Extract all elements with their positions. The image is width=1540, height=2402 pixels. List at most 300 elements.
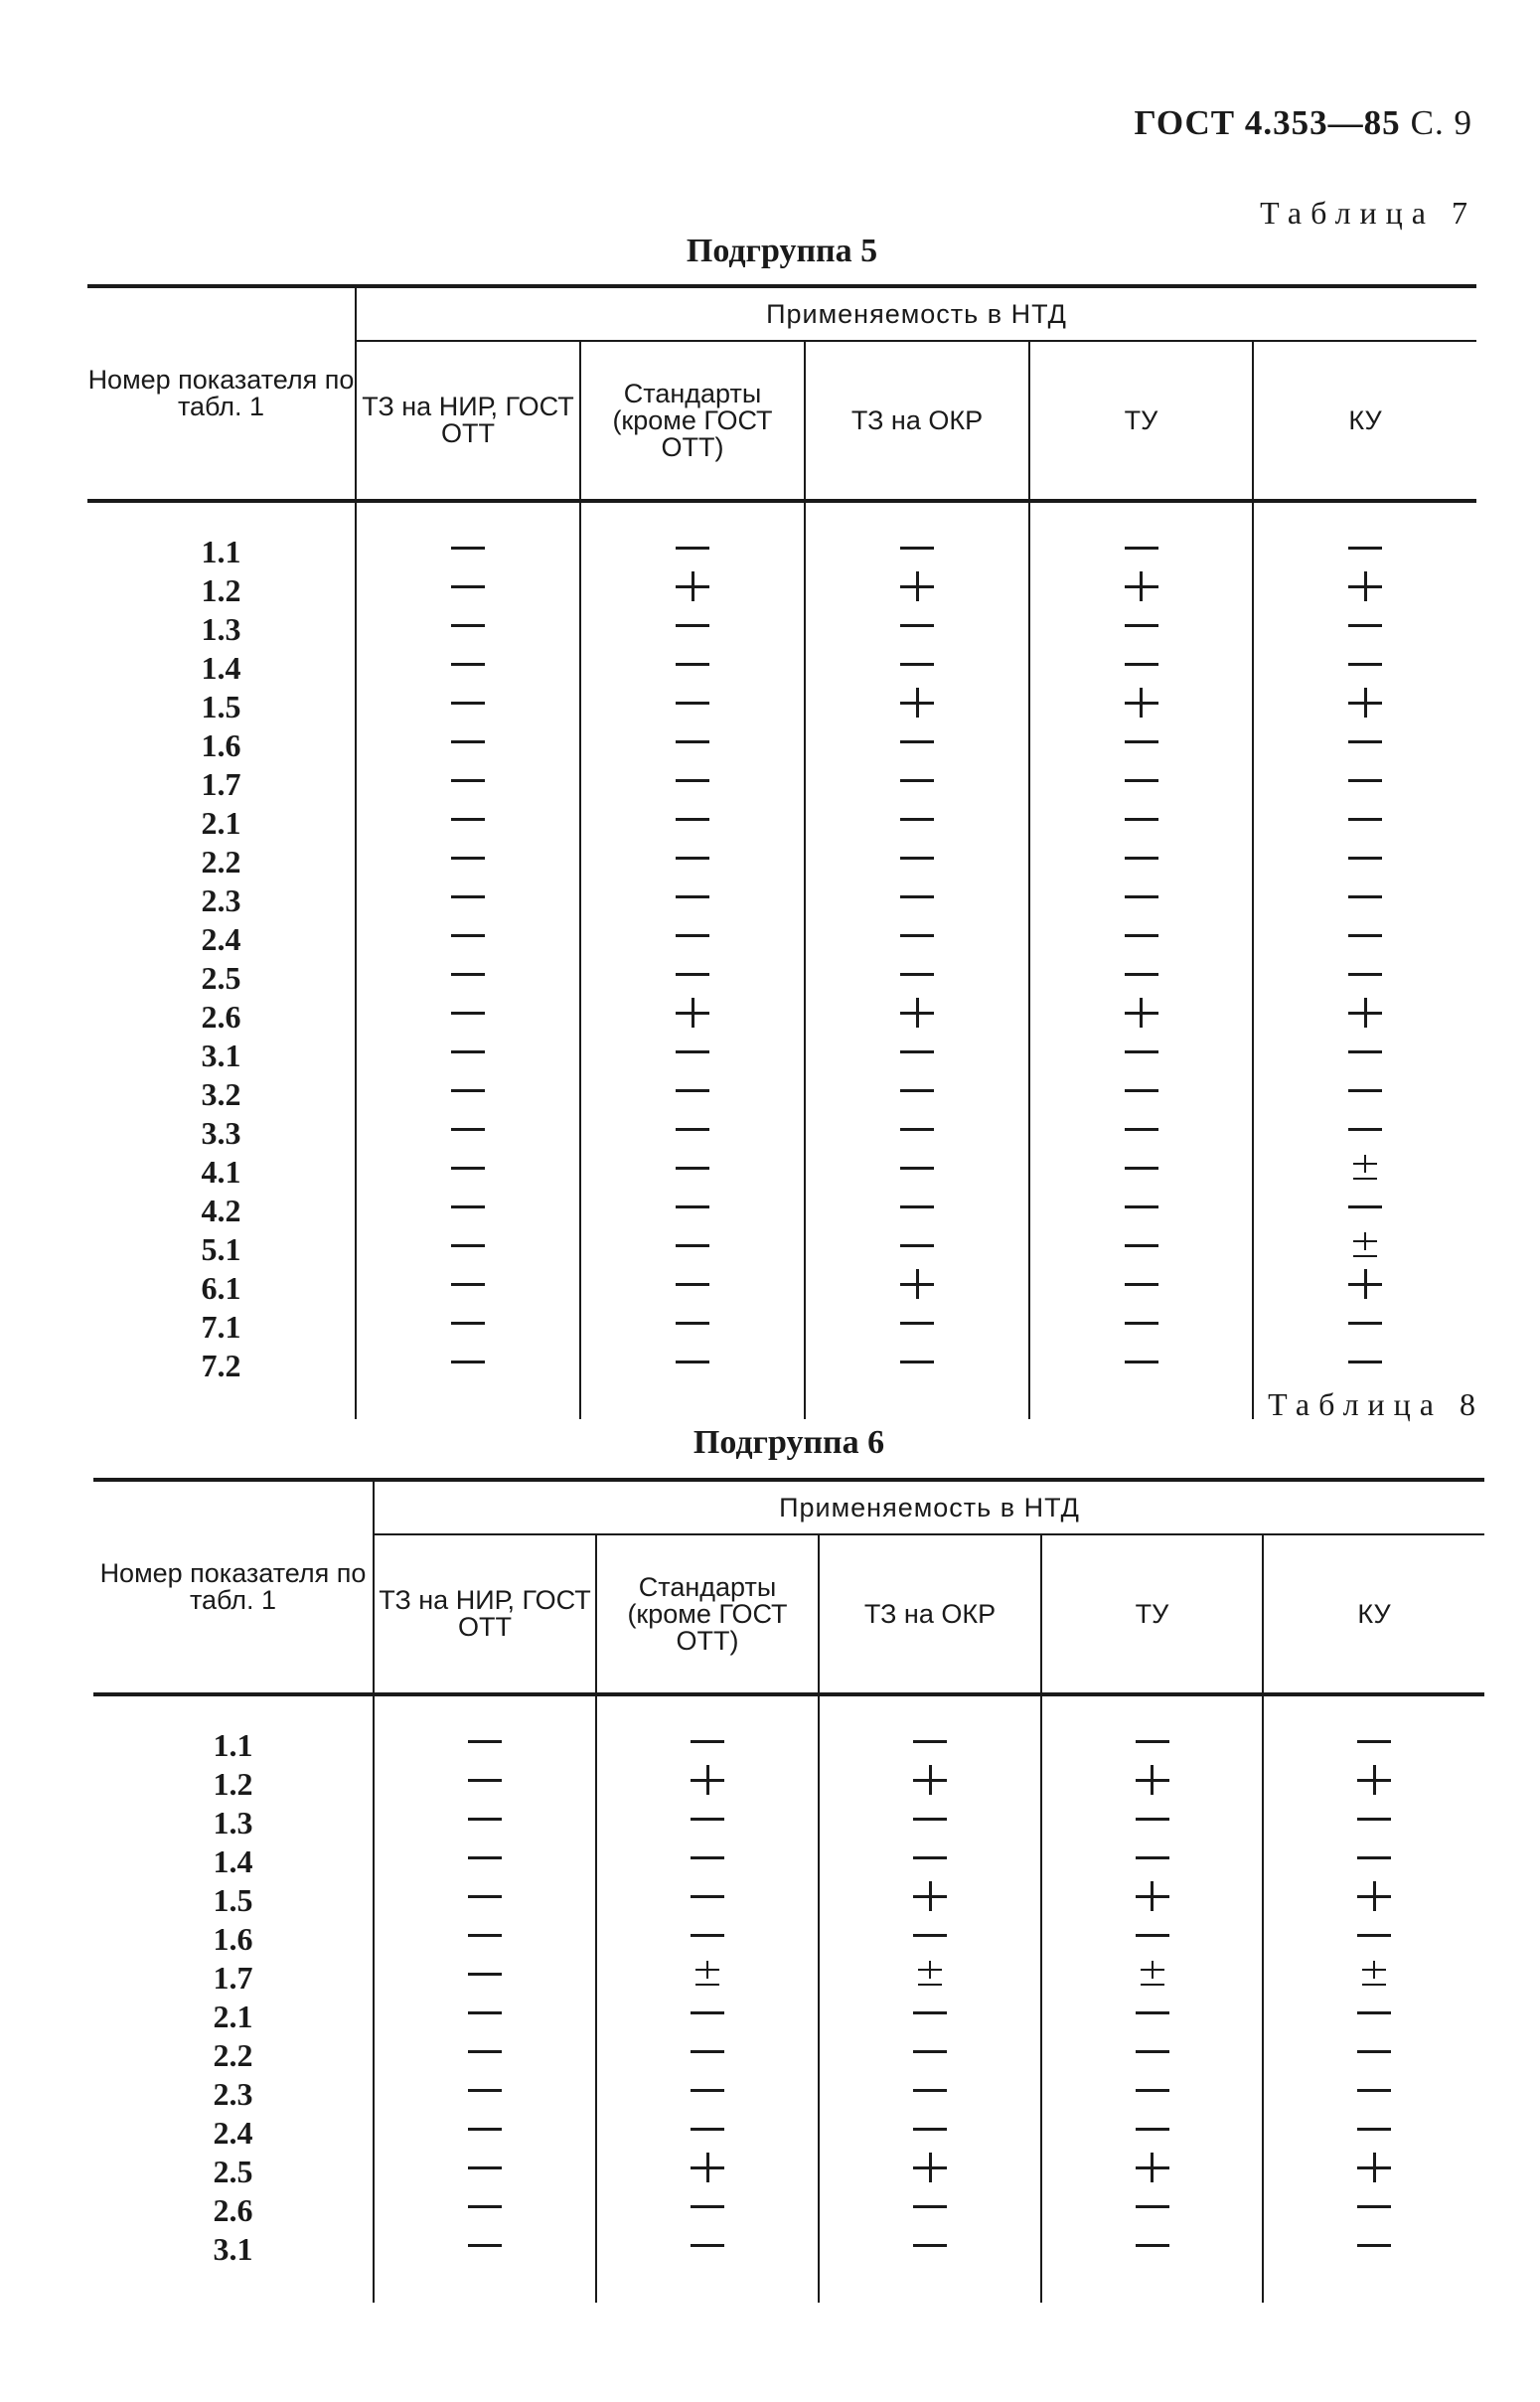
applicability-cell <box>1041 1881 1263 1920</box>
applicability-cell <box>805 1192 1029 1230</box>
minus-mark <box>900 1230 934 1260</box>
applicability-cell <box>1253 649 1476 688</box>
minus-mark <box>1357 1842 1391 1872</box>
applicability-group-header: Применяемость в НТД <box>374 1480 1484 1534</box>
applicability-cell <box>374 1998 596 2036</box>
column-header-standards: Стандарты (кроме ГОСТ ОТТ) <box>580 341 805 501</box>
indicator-number: 7.2 <box>201 1348 241 1383</box>
applicability-cell <box>1263 1842 1484 1881</box>
applicability-cell <box>819 2230 1041 2269</box>
applicability-cell <box>805 571 1029 610</box>
table-row <box>93 2191 1484 2230</box>
table-8 <box>93 1478 1484 2303</box>
minus-mark <box>1125 1269 1158 1299</box>
plus-mark <box>1348 1269 1382 1299</box>
applicability-cell <box>1263 2230 1484 2269</box>
applicability-cell <box>1029 649 1253 688</box>
minus-mark <box>691 2114 724 2144</box>
table-row <box>93 1881 1484 1920</box>
indicator-number: 2.4 <box>213 2115 253 2151</box>
applicability-cell <box>596 1998 819 2036</box>
minus-mark <box>1125 610 1158 640</box>
applicability-cell <box>805 649 1029 688</box>
minus-mark <box>1348 1114 1382 1144</box>
applicability-cell <box>805 920 1029 959</box>
table-7-caption: Таблица 7 <box>1260 195 1476 231</box>
table-row <box>87 998 1476 1037</box>
applicability-cell <box>596 2036 819 2075</box>
applicability-cell <box>356 1347 580 1385</box>
table-row <box>87 1192 1476 1230</box>
applicability-cell <box>580 688 805 726</box>
minus-mark <box>691 1726 724 1756</box>
applicability-cell <box>1253 1153 1476 1192</box>
applicability-cell <box>356 1192 580 1230</box>
applicability-cell <box>1253 920 1476 959</box>
plus-mark <box>913 1765 947 1795</box>
minus-mark <box>900 1308 934 1338</box>
applicability-cell <box>1029 920 1253 959</box>
plus-minus-mark <box>695 1959 719 1989</box>
applicability-group-header: Применяемость в НТД <box>356 286 1476 341</box>
applicability-cell <box>596 1881 819 1920</box>
applicability-cell <box>580 726 805 765</box>
applicability-cell <box>805 1308 1029 1347</box>
plus-mark <box>1348 688 1382 718</box>
table-row <box>87 1230 1476 1269</box>
applicability-cell <box>1253 1037 1476 1075</box>
applicability-cell <box>580 533 805 571</box>
minus-mark <box>451 1269 485 1299</box>
applicability-cell <box>580 610 805 649</box>
minus-mark <box>1357 1998 1391 2027</box>
applicability-cell <box>1041 1920 1263 1959</box>
table-row <box>87 726 1476 765</box>
applicability-cell <box>1029 1192 1253 1230</box>
applicability-cell <box>1253 1308 1476 1347</box>
table-row <box>87 1114 1476 1153</box>
minus-mark <box>1348 843 1382 873</box>
applicability-cell <box>374 1765 596 1804</box>
minus-mark <box>468 2230 502 2260</box>
applicability-cell <box>1029 765 1253 804</box>
indicator-number: 2.3 <box>201 882 241 918</box>
applicability-cell <box>580 843 805 881</box>
applicability-cell <box>805 881 1029 920</box>
applicability-cell <box>356 1230 580 1269</box>
applicability-cell <box>1029 1114 1253 1153</box>
table-row <box>87 1075 1476 1114</box>
applicability-cell <box>1029 998 1253 1037</box>
indicator-number: 1.5 <box>213 1882 253 1918</box>
minus-mark <box>1348 804 1382 834</box>
applicability-cell <box>356 610 580 649</box>
applicability-cell <box>356 804 580 843</box>
table-row <box>87 920 1476 959</box>
minus-mark <box>676 881 709 911</box>
applicability-cell <box>356 1037 580 1075</box>
table-row <box>87 959 1476 998</box>
minus-mark <box>1348 1192 1382 1221</box>
indicator-number: 2.4 <box>201 921 241 957</box>
applicability-cell <box>1041 2075 1263 2114</box>
indicator-number: 2.5 <box>213 2154 253 2189</box>
applicability-cell <box>580 1153 805 1192</box>
minus-mark <box>691 2036 724 2066</box>
minus-mark <box>1125 1037 1158 1066</box>
minus-mark <box>676 765 709 795</box>
applicability-cell <box>356 881 580 920</box>
column-header-ku: КУ <box>1263 1534 1484 1694</box>
applicability-cell <box>805 998 1029 1037</box>
minus-mark <box>1125 959 1158 989</box>
table-8-body <box>93 1694 1484 2303</box>
applicability-cell <box>580 571 805 610</box>
applicability-cell <box>580 1269 805 1308</box>
indicator-number: 3.3 <box>201 1115 241 1151</box>
minus-mark <box>691 1881 724 1911</box>
minus-mark <box>1136 1726 1169 1756</box>
minus-mark <box>691 1804 724 1834</box>
table-row <box>93 1765 1484 1804</box>
applicability-cell <box>1041 2230 1263 2269</box>
applicability-cell <box>356 998 580 1037</box>
applicability-cell <box>805 959 1029 998</box>
minus-mark <box>913 2075 947 2105</box>
applicability-cell <box>1029 1269 1253 1308</box>
indicator-number: 1.7 <box>201 766 241 802</box>
plus-mark <box>1357 1765 1391 1795</box>
minus-mark <box>676 1153 709 1183</box>
applicability-cell <box>580 959 805 998</box>
plus-mark <box>1136 1765 1169 1795</box>
minus-mark <box>1348 1075 1382 1105</box>
applicability-cell <box>1029 610 1253 649</box>
minus-mark <box>691 1842 724 1872</box>
indicator-number: 3.1 <box>213 2231 253 2267</box>
applicability-cell <box>1253 688 1476 726</box>
minus-mark <box>1136 2075 1169 2105</box>
minus-mark <box>451 1114 485 1144</box>
applicability-cell <box>1041 1842 1263 1881</box>
applicability-cell <box>1029 688 1253 726</box>
minus-mark <box>1348 1308 1382 1338</box>
minus-mark <box>468 1881 502 1911</box>
applicability-cell <box>356 726 580 765</box>
indicator-number: 2.2 <box>201 844 241 880</box>
minus-mark <box>1348 649 1382 679</box>
applicability-cell <box>1253 1114 1476 1153</box>
minus-mark <box>900 804 934 834</box>
applicability-cell <box>374 1920 596 1959</box>
table-row <box>87 1037 1476 1075</box>
table-row <box>93 2036 1484 2075</box>
minus-mark <box>691 2230 724 2260</box>
minus-mark <box>900 959 934 989</box>
indicator-number: 1.4 <box>201 650 241 686</box>
column-header-standards: Стандарты (кроме ГОСТ ОТТ) <box>596 1534 819 1694</box>
minus-mark <box>676 649 709 679</box>
minus-mark <box>1136 1998 1169 2027</box>
indicator-number: 1.6 <box>201 727 241 763</box>
minus-mark <box>676 688 709 718</box>
table-row <box>93 1920 1484 1959</box>
minus-mark <box>1125 1075 1158 1105</box>
table-row <box>87 765 1476 804</box>
plus-mark <box>900 998 934 1028</box>
applicability-cell <box>356 1269 580 1308</box>
minus-mark <box>900 649 934 679</box>
table-row <box>87 843 1476 881</box>
table-row <box>87 1347 1476 1385</box>
applicability-cell <box>819 1804 1041 1842</box>
applicability-cell <box>356 533 580 571</box>
applicability-cell <box>356 959 580 998</box>
minus-mark <box>1357 2075 1391 2105</box>
number-column-header: Номер показателя по табл. 1 <box>93 1480 374 1694</box>
applicability-cell <box>1253 1269 1476 1308</box>
applicability-cell <box>374 1726 596 1765</box>
column-header-tz-nir: ТЗ на НИР, ГОСТ ОТТ <box>356 341 580 501</box>
minus-mark <box>1357 2114 1391 2144</box>
column-header-tz-okr: ТЗ на ОКР <box>819 1534 1041 1694</box>
plus-mark <box>1136 1881 1169 1911</box>
applicability-cell <box>1029 571 1253 610</box>
applicability-cell <box>580 1230 805 1269</box>
minus-mark <box>900 610 934 640</box>
applicability-cell <box>580 920 805 959</box>
applicability-cell <box>596 1765 819 1804</box>
minus-mark <box>1348 881 1382 911</box>
applicability-cell <box>1041 1998 1263 2036</box>
applicability-cell <box>1029 881 1253 920</box>
applicability-cell <box>1253 765 1476 804</box>
minus-mark <box>913 1726 947 1756</box>
applicability-cell <box>1029 1037 1253 1075</box>
applicability-cell <box>1263 2075 1484 2114</box>
minus-mark <box>468 1959 502 1989</box>
minus-mark <box>1125 1308 1158 1338</box>
minus-mark <box>1348 533 1382 562</box>
column-header-tu: ТУ <box>1029 341 1253 501</box>
plus-mark <box>900 688 934 718</box>
indicator-number: 1.3 <box>201 611 241 647</box>
applicability-cell <box>1253 1192 1476 1230</box>
plus-mark <box>691 2153 724 2182</box>
minus-mark <box>900 1114 934 1144</box>
applicability-cell <box>819 2191 1041 2230</box>
applicability-cell <box>1041 1804 1263 1842</box>
applicability-cell <box>819 2114 1041 2153</box>
applicability-cell <box>1263 1959 1484 1998</box>
minus-mark <box>1136 1842 1169 1872</box>
plus-minus-mark <box>1141 1959 1164 1989</box>
applicability-cell <box>580 1192 805 1230</box>
applicability-cell <box>1263 1881 1484 1920</box>
applicability-cell <box>356 688 580 726</box>
applicability-cell <box>356 920 580 959</box>
table-row <box>93 2075 1484 2114</box>
minus-mark <box>1125 1114 1158 1144</box>
plus-mark <box>1348 571 1382 601</box>
minus-mark <box>1125 843 1158 873</box>
minus-mark <box>468 1726 502 1756</box>
indicator-number: 1.1 <box>213 1727 253 1763</box>
plus-mark <box>913 2153 947 2182</box>
applicability-cell <box>819 1765 1041 1804</box>
minus-mark <box>1125 765 1158 795</box>
applicability-cell <box>580 649 805 688</box>
minus-mark <box>451 1192 485 1221</box>
indicator-number: 3.2 <box>201 1076 241 1112</box>
applicability-cell <box>596 2230 819 2269</box>
minus-mark <box>676 804 709 834</box>
minus-mark <box>451 998 485 1028</box>
applicability-cell <box>596 2075 819 2114</box>
minus-mark <box>900 1347 934 1376</box>
applicability-cell <box>596 1842 819 1881</box>
applicability-cell <box>1253 1230 1476 1269</box>
applicability-cell <box>805 1347 1029 1385</box>
applicability-cell <box>819 1881 1041 1920</box>
column-header-tu: ТУ <box>1041 1534 1263 1694</box>
applicability-cell <box>596 2114 819 2153</box>
applicability-cell <box>1263 2036 1484 2075</box>
minus-mark <box>676 1037 709 1066</box>
minus-mark <box>1125 920 1158 950</box>
table-8-subgroup-title: Подгруппа 6 <box>693 1424 885 1461</box>
minus-mark <box>913 1842 947 1872</box>
applicability-cell <box>1253 533 1476 571</box>
indicator-number: 2.1 <box>201 805 241 841</box>
applicability-cell <box>805 1114 1029 1153</box>
applicability-cell <box>819 1726 1041 1765</box>
table-row <box>87 1153 1476 1192</box>
minus-mark <box>676 1114 709 1144</box>
applicability-cell <box>819 1998 1041 2036</box>
plus-mark <box>1136 2153 1169 2182</box>
table-row <box>93 2153 1484 2191</box>
applicability-cell <box>1029 804 1253 843</box>
applicability-cell <box>356 843 580 881</box>
applicability-cell <box>374 2036 596 2075</box>
applicability-cell <box>580 998 805 1037</box>
applicability-cell <box>1029 533 1253 571</box>
plus-mark <box>1357 1881 1391 1911</box>
minus-mark <box>451 843 485 873</box>
minus-mark <box>468 2191 502 2221</box>
minus-mark <box>1357 2191 1391 2221</box>
applicability-cell <box>596 1959 819 1998</box>
minus-mark <box>913 1920 947 1950</box>
minus-mark <box>691 1920 724 1950</box>
minus-mark <box>1348 765 1382 795</box>
applicability-cell <box>805 1230 1029 1269</box>
applicability-cell <box>1263 2114 1484 2153</box>
applicability-cell <box>1253 571 1476 610</box>
applicability-cell <box>1041 1765 1263 1804</box>
minus-mark <box>451 1230 485 1260</box>
minus-mark <box>1348 726 1382 756</box>
minus-mark <box>900 881 934 911</box>
plus-mark <box>900 1269 934 1299</box>
applicability-cell <box>1029 1075 1253 1114</box>
minus-mark <box>468 1765 502 1795</box>
minus-mark <box>451 765 485 795</box>
applicability-cell <box>1263 1765 1484 1804</box>
minus-mark <box>1125 726 1158 756</box>
minus-mark <box>451 1347 485 1376</box>
minus-mark <box>1125 533 1158 562</box>
plus-minus-mark <box>1353 1230 1377 1260</box>
indicator-number: 2.2 <box>213 2037 253 2073</box>
applicability-cell <box>1263 2191 1484 2230</box>
minus-mark <box>1357 2036 1391 2066</box>
table-row <box>87 1308 1476 1347</box>
minus-mark <box>451 610 485 640</box>
indicator-number: 2.6 <box>213 2192 253 2228</box>
applicability-cell <box>1041 1726 1263 1765</box>
plus-mark <box>900 571 934 601</box>
plus-mark <box>913 1881 947 1911</box>
minus-mark <box>451 1075 485 1105</box>
indicator-number: 1.2 <box>201 572 241 608</box>
applicability-cell <box>356 571 580 610</box>
plus-mark <box>1125 571 1158 601</box>
minus-mark <box>1136 2114 1169 2144</box>
applicability-cell <box>819 1959 1041 1998</box>
table-row <box>93 2114 1484 2153</box>
applicability-cell <box>1253 804 1476 843</box>
minus-mark <box>1357 1920 1391 1950</box>
applicability-cell <box>1029 1308 1253 1347</box>
minus-mark <box>1136 1804 1169 1834</box>
minus-mark <box>468 2114 502 2144</box>
indicator-number: 1.4 <box>213 1843 253 1879</box>
minus-mark <box>468 2153 502 2182</box>
applicability-cell <box>1263 1804 1484 1842</box>
applicability-cell <box>580 1037 805 1075</box>
applicability-cell <box>1253 843 1476 881</box>
applicability-cell <box>1253 1347 1476 1385</box>
table-row <box>93 2230 1484 2269</box>
column-header-ku: КУ <box>1253 341 1476 501</box>
minus-mark <box>676 1192 709 1221</box>
minus-mark <box>468 1804 502 1834</box>
minus-mark <box>676 533 709 562</box>
minus-mark <box>451 920 485 950</box>
minus-mark <box>1136 1920 1169 1950</box>
indicator-number: 1.7 <box>213 1960 253 1996</box>
applicability-cell <box>805 726 1029 765</box>
indicator-number: 7.1 <box>201 1309 241 1345</box>
minus-mark <box>691 2075 724 2105</box>
table-row <box>87 881 1476 920</box>
minus-mark <box>900 920 934 950</box>
minus-mark <box>1125 1153 1158 1183</box>
indicator-number: 2.3 <box>213 2076 253 2112</box>
applicability-cell <box>1253 726 1476 765</box>
table-row <box>93 1804 1484 1842</box>
indicator-number: 1.6 <box>213 1921 253 1957</box>
minus-mark <box>900 533 934 562</box>
indicator-number: 1.3 <box>213 1805 253 1841</box>
minus-mark <box>676 1347 709 1376</box>
table-row <box>93 1842 1484 1881</box>
applicability-cell <box>819 2075 1041 2114</box>
applicability-cell <box>1253 610 1476 649</box>
minus-mark <box>1125 1230 1158 1260</box>
